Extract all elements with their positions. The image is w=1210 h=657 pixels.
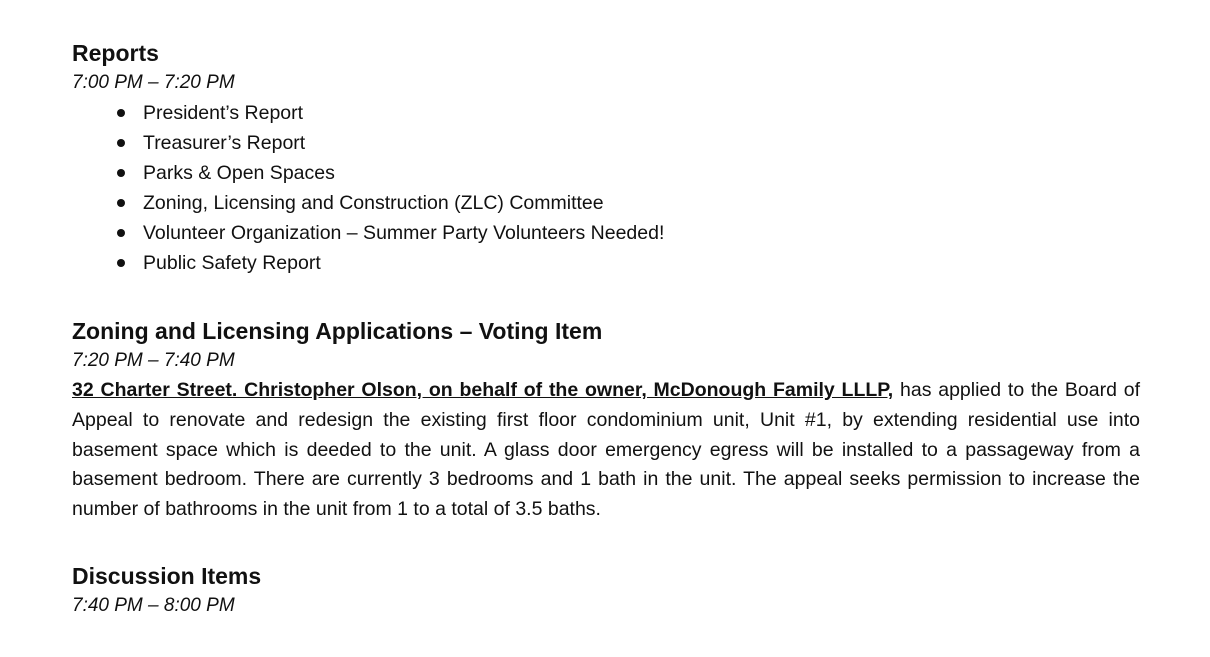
agenda-page	[72, 38, 1140, 657]
list-item-label: Treasurer’s Report	[143, 132, 306, 154]
list-item	[72, 98, 1140, 128]
discussion-time: 7:40 PM – 8:00 PM	[72, 594, 235, 616]
list-item	[72, 248, 1140, 278]
reports-list	[72, 98, 1140, 278]
list-item	[72, 218, 1140, 248]
list-item-label: Volunteer Organization – Summer Party Volunteers Needed!	[143, 222, 665, 244]
list-item-label: Parks & Open Spaces	[143, 162, 335, 184]
zoning-heading: Zoning and Licensing Applications – Voting Item	[72, 318, 603, 344]
zoning-section	[72, 316, 1140, 525]
reports-time: 7:00 PM – 7:20 PM	[72, 72, 235, 93]
list-item-label: Public Safety Report	[143, 252, 321, 274]
bullet-icon	[117, 229, 125, 237]
list-item	[72, 158, 1140, 188]
list-item-label: President’s Report	[143, 102, 304, 124]
bullet-icon	[117, 199, 125, 207]
application-address-lead: 32 Charter Street. Christopher Olson, on behalf of the owner, McDonough Family LLLP,	[72, 379, 894, 401]
discussion-section	[72, 561, 1140, 621]
bullet-icon	[117, 109, 125, 117]
bullet-icon	[117, 139, 125, 147]
reports-section	[72, 38, 1140, 278]
zoning-time: 7:20 PM – 7:40 PM	[72, 350, 235, 371]
zoning-application-paragraph	[72, 376, 1140, 525]
list-item	[72, 188, 1140, 218]
bullet-icon	[117, 259, 125, 267]
discussion-heading: Discussion Items	[72, 562, 262, 589]
reports-heading: Reports	[72, 40, 159, 66]
application-description: has applied to the Board of Appeal to renovate and redesign the existing first floor condominium unit, Unit #1, by extending residential use into basement space which is deeded to the unit. A glass door emergency egress will be installed to a passageway from a basement bedroom. There are currently 3 bedrooms and 1 bath in the unit. The appeal seeks permission to increase the number of bathrooms in the unit from 1 to a total of 3.5 baths.	[72, 379, 1140, 521]
bullet-icon	[117, 169, 125, 177]
list-item-label: Zoning, Licensing and Construction (ZLC) Committee	[143, 192, 604, 214]
list-item	[72, 128, 1140, 158]
